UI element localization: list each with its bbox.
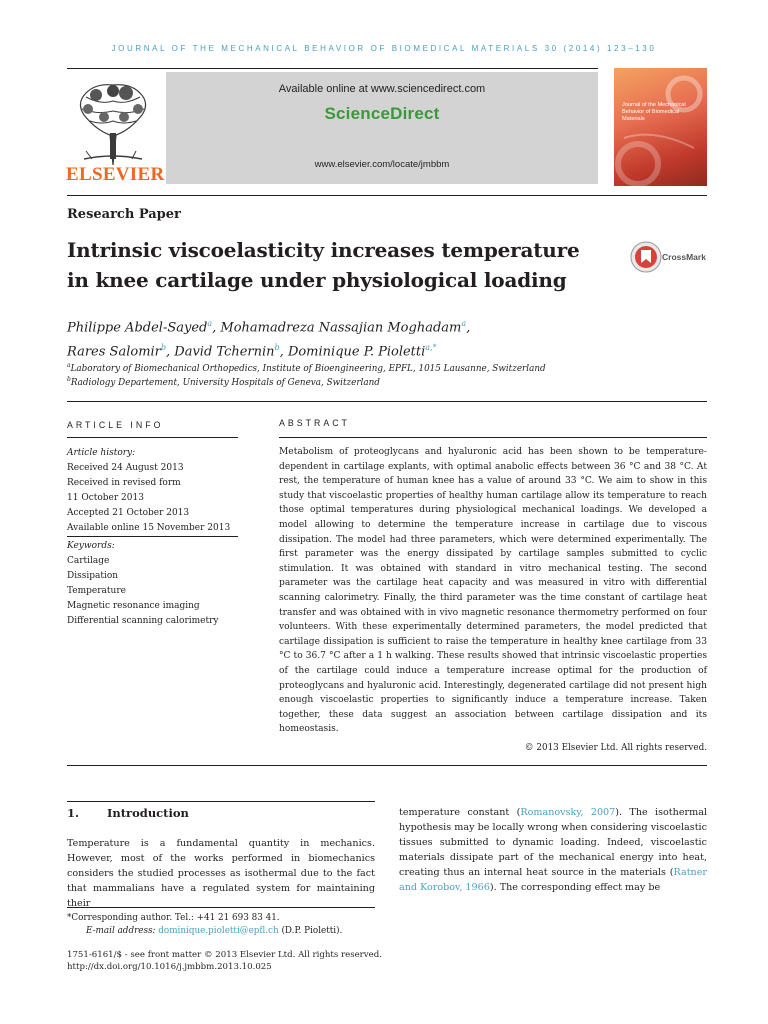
journal-url[interactable]: www.elsevier.com/locate/jmbbm (314, 159, 450, 170)
copyright-notice: © 2013 Elsevier Ltd. All rights reserved. (524, 743, 707, 753)
author-affil-mark[interactable]: b (160, 343, 167, 353)
section-heading-introduction (67, 806, 189, 820)
email-suffix: (D.P. Pioletti). (281, 926, 343, 936)
title-line: in knee cartilage under physiological loading (67, 268, 567, 292)
author-list (67, 314, 607, 363)
divider (279, 437, 707, 438)
citation-link[interactable]: Ratner and Korobov, 1966 (399, 867, 707, 893)
divider (67, 437, 238, 438)
footnote-divider (67, 907, 375, 908)
cover-gear-icon (614, 68, 707, 186)
divider (67, 195, 707, 196)
history-item: Received 24 August 2013 (67, 463, 184, 473)
intro-paragraph-right (399, 805, 707, 895)
article-info-heading: ARTICLE INFO (67, 420, 164, 430)
doi-link[interactable]: http://dx.doi.org/10.1016/j.jmbbm.2013.10.025 (67, 962, 272, 972)
affiliation-text: Laboratory of Biomechanical Orthopedics, Institute of Bioengineering, EPFL, 1015 Lausanne, Switzerland (70, 363, 546, 374)
author-affil-mark[interactable]: b (274, 343, 280, 353)
affiliation-text: Radiology Departement, University Hospitals of Geneva, Switzerland (70, 377, 380, 388)
author-separator: , (466, 320, 471, 336)
author-name[interactable]: Dominique P. Pioletti (287, 344, 426, 360)
author-separator: , (212, 320, 221, 336)
abstract-body: Metabolism of proteoglycans and hyaluronic acid has been shown to be temperature-dependent in cartilage explants, with optimal anabolic effects between 36 °C and 38 °C. At rest, the temperature of human knee has a value of around 33 °C. We aim to show in this study that viscoelastic properties of healthy human cartilage allow its temperature to reach those optimal temperatures during physiological mechanical loadings. We developed a model allowing to determine the temperature increase in cartilage due to viscous dissipation. The model had three parameters, which were determined experimentally. The first parameter was the energy dissipated by cartilage samples submitted to cyclic stimulation. It was obtained with standard in vitro mechanical testing. The second parameter was the cartilage heat capacity and was measured in vitro with differential scanning calorimetry. Finally, the third parameter was the time constant of cartilage heat transfer and was obtained with in vivo magnetic resonance thermometry performed on four volunteers. With these experimentally determined parameters, the model predicted that cartilage dissipation is sufficient to raise the temperature in healthy knee cartilage from 33 °C to 36.7 °C after a 1 h walking. These results showed that intrinsic viscoelastic properties of the cartilage could induce a temperature increase optimal for the production of proteoglycans and hyaluronic acid. Interestingly, degenerated cartilage did not present high enough viscoelastic properties to significantly induce a temperature increase. Taken together, these data suggest an association between cartilage dissipation and its homeostasis. (279, 447, 707, 735)
cover-title: Journal of the Mechanical Behavior of Biomedical Materials (622, 102, 686, 122)
elsevier-wordmark: ELSEVIER (66, 164, 165, 185)
email-label: E-mail address: (86, 926, 156, 936)
history-label: Article history: (67, 448, 136, 458)
divider (67, 401, 707, 402)
email-line (86, 925, 342, 938)
author-separator: , (279, 344, 288, 360)
body-text: ). The corresponding effect may be (489, 882, 661, 893)
divider (67, 765, 707, 766)
author-name[interactable]: David Tchernin (174, 344, 275, 360)
affiliation-mark: b (67, 376, 71, 383)
author-affil-mark[interactable]: a (461, 319, 467, 328)
author-name[interactable]: Rares Salomir (67, 344, 161, 360)
keywords-label: Keywords: (67, 541, 115, 551)
crossmark-label[interactable]: CrossMark (662, 252, 706, 262)
history-item: Available online 15 November 2013 (67, 523, 231, 533)
sciencedirect-logo[interactable]: ScienceDirect (324, 104, 440, 123)
issn-line: 1751-6161/$ - see front matter © 2013 Elsevier Ltd. All rights reserved. (67, 950, 382, 960)
keyword: Temperature (67, 586, 126, 596)
author-separator: , (166, 344, 175, 360)
journal-cover-image (614, 68, 707, 186)
intro-paragraph-left: Temperature is a fundamental quantity in mechanics. However, most of the works performed in biomechanics considers the studied processes as isothermal due to the fact that mammalians have a regulated system for maintaining their (67, 838, 375, 909)
history-item: Received in revised form (67, 478, 181, 488)
affiliation (67, 362, 546, 374)
divider (67, 536, 238, 537)
keyword: Cartilage (67, 556, 110, 566)
keyword: Magnetic resonance imaging (67, 601, 200, 611)
section-title: Introduction (107, 806, 189, 820)
keyword: Dissipation (67, 571, 119, 581)
body-text: temperature constant ( (399, 807, 521, 818)
affiliation-mark: a (67, 362, 71, 369)
author-affil-mark[interactable]: a (207, 319, 213, 328)
history-item: Accepted 21 October 2013 (67, 508, 190, 518)
body-text: ). The isothermal hypothesis may be locally wrong when considering viscoelastic tissues submitted to dynamic loading. Indeed, viscoelastic materials dissipate part of the mechanical energy into heat, creating thus an internal heat source in the materials ( (399, 807, 707, 878)
corresponding-author-note: *Corresponding author. Tel.: +41 21 693 83 41. (67, 913, 280, 923)
author-affil-mark[interactable]: a,* (425, 343, 437, 353)
citation-link[interactable]: Romanovsky, 2007 (520, 807, 616, 818)
abstract-heading: ABSTRACT (279, 418, 350, 428)
article-title (67, 235, 587, 295)
email-link[interactable]: dominique.pioletti@epfl.ch (158, 926, 279, 936)
keyword: Differential scanning calorimetry (67, 616, 219, 626)
title-line: Intrinsic viscoelasticity increases temperature (67, 238, 580, 262)
author-name[interactable]: Philippe Abdel-Sayed (67, 320, 208, 336)
history-item: 11 October 2013 (67, 493, 144, 503)
journal-running-head: JOURNAL OF THE MECHANICAL BEHAVIOR OF BIOMEDICAL MATERIALS 30 (2014) 123–130 (111, 44, 657, 53)
divider (67, 801, 375, 802)
affiliation (67, 376, 380, 388)
available-online-text[interactable]: Available online at www.sciencedirect.com (278, 83, 486, 95)
author-name[interactable]: Mohamadreza Nassajian Moghadam (220, 320, 462, 336)
section-number: 1. (67, 806, 80, 820)
paper-type: Research Paper (67, 207, 181, 222)
